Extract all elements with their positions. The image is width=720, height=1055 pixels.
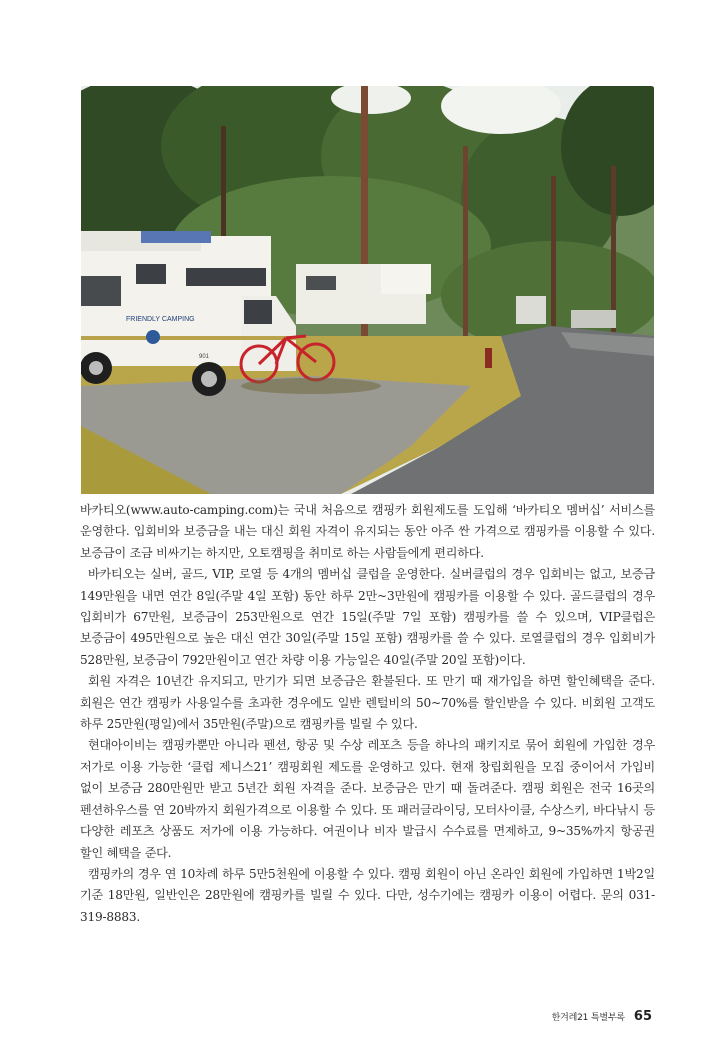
publication-name: 한겨레21 특별부록 xyxy=(551,1013,625,1023)
paragraph: 캠핑카의 경우 연 10차례 하루 5만5천원에 이용할 수 있다. 캠핑 회원이 아닌 온라인 회원에 가입하면 1박2일 기준 18만원, 일반인은 28만원에 캠핑카를 빌릴 수 있다. 다만, 성수기에는 캠핑카 이용이 어렵다. 문의 031-319-8883. xyxy=(80,866,655,924)
article-body xyxy=(80,500,655,928)
paragraph: 회원 자격은 10년간 유지되고, 만기가 되면 보증금은 환불된다. 또 만기 때 재가입을 하면 할인혜택을 준다. 회원은 연간 캠핑카 사용일수를 초과한 경우에도 일반 렌털비의 50~70%를 할인받을 수 있다. 비회원 고객도 하루 25만원(평일)에서 35만원(주말)으로 캠핑카를 빌릴 수 있다. xyxy=(80,674,655,732)
paragraph: 현대아이비는 캠핑카뿐만 아니라 펜션, 항공 및 수상 레포츠 등을 하나의 패키지로 묶어 회원에 가입한 경우 저가로 이용 가능한 ‘클럽 제니스21’ 캠핑회원 제도를 운영하고 있다. 현재 창립회원을 모집 중이어서 가입비 없이 보증금 280만원만 받고 5년간 회원 자격을 준다. 보증금은 만기 때 돌려준다. 캠핑 회원은 전국 16곳의 펜션하우스를 연 20박까지 회원가격으로 이용할 수 있다. 또 패러글라이딩, 모터사이클, 수상스키, 바다낚시 등 다양한 레포츠 상품도 저가에 이용 가능하다. 여권이나 비자 발급시 수수료를 면제하고, 9~35%까지 항공권 할인 혜택을 준다. xyxy=(80,738,655,860)
page-footer xyxy=(552,1006,652,1025)
campsite-photo xyxy=(81,86,654,494)
vehicle-logo-text: FRIENDLY CAMPING xyxy=(126,316,195,323)
paragraph: 바카티오(www.auto-camping.com)는 국내 처음으로 캠핑카 회원제도를 도입해 ‘바카티오 멤버십’ 서비스를 운영한다. 입회비와 보증금을 내는 대신 회원 자격이 유지되는 동안 아주 싼 가격으로 캠핑카를 이용할 수 있다. 보증금이 조금 비싸기는 하지만, 오토캠핑을 취미로 하는 사람들에게 편리하다. xyxy=(80,503,655,560)
paragraph: 바카티오는 실버, 골드, VIP, 로열 등 4개의 멤버십 클럽을 운영한다. 실버클럽의 경우 입회비는 없고, 보증금 149만원을 내면 연간 8일(주말 4일 포함) 동안 하루 2만~3만원에 캠핑카를 이용할 수 있다. 골드클럽의 경우 입회비가 67만원, 보증금이 253만원으로 연간 15일(주말 7일 포함) 캠핑카를 쓸 수 있으며, VIP클럽은 보증금이 495만원으로 높은 대신 연간 30일(주말 15일 포함) 캠핑카를 쓸 수 있다. 로열클럽의 경우 입회비가 528만원, 보증금이 792만원이고 연간 차량 이용 가능일은 40일(주말 20일 포함)이다. xyxy=(80,567,655,667)
page-number: 65 xyxy=(633,1009,652,1024)
vehicle-plate: 901 xyxy=(199,354,210,360)
